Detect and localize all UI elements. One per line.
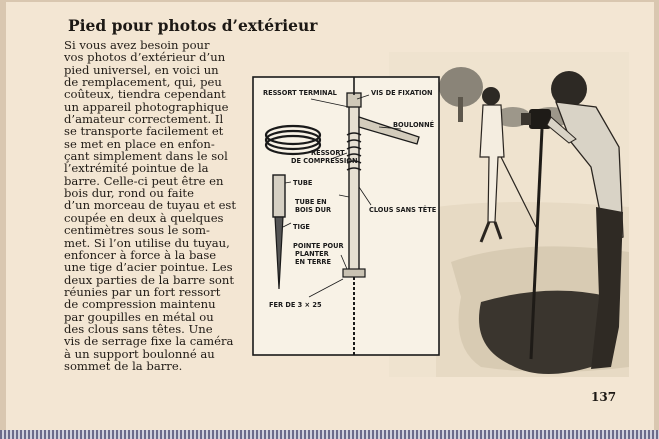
body-line: l’extrémité pointue de la: [64, 161, 209, 176]
body-line: de compression maintenu: [64, 297, 216, 312]
label-tige: TIGE: [293, 223, 310, 231]
label-boulonne: BOULONNÉ: [393, 121, 435, 129]
body-line: se transporte facilement et: [64, 124, 224, 139]
label-vis-de-fixation: VIS DE FIXATION: [371, 89, 433, 97]
body-line: par goupilles en métal ou: [64, 309, 214, 324]
label-en-terre: EN TERRE: [295, 258, 331, 266]
article-title: Pied pour photos d’extérieur: [68, 16, 318, 35]
body-line: d’amateur correctement. Il: [64, 112, 224, 127]
body-line: des clous sans têtes. Une: [64, 321, 213, 336]
label-bois-dur: BOIS DUR: [295, 206, 332, 214]
label-pointe-pour: POINTE POUR: [293, 242, 344, 250]
article-body: [64, 39, 262, 372]
body-line: met. Si l’on utilise du tuyau,: [64, 235, 230, 250]
body-line: de remplacement, qui, peu: [64, 75, 222, 90]
book-page: [6, 2, 654, 430]
label-planter: PLANTER: [295, 250, 329, 258]
body-line: centimètres sous le som-: [64, 223, 210, 238]
body-line: barre. Celle-ci peut être en: [64, 173, 224, 188]
body-line: un appareil photographique: [64, 99, 229, 114]
label-tube: TUBE: [293, 179, 313, 187]
body-line: réunies par un fort ressort: [64, 284, 221, 299]
label-tube-en: TUBE EN: [295, 198, 327, 206]
body-line: coûteux, tiendra cependant: [64, 87, 226, 102]
label-clous-sans-tete: CLOUS SANS TÊTE: [369, 206, 437, 214]
body-line: deux parties de la barre sont: [64, 272, 235, 287]
body-line: à un support boulonné au: [64, 346, 215, 361]
body-line: çant simplement dans le sol: [64, 149, 228, 164]
body-line: pied universel, en voici un: [64, 62, 219, 77]
body-line: bois dur, rond ou faite: [64, 186, 194, 201]
body-line: coupée en deux à quelques: [64, 210, 224, 225]
body-line: sommet de la barre.: [64, 358, 183, 373]
label-ressort: RESSORT: [311, 149, 345, 157]
body-line: Si vous avez besoin pour: [64, 38, 210, 52]
tripod-illustration: [251, 47, 641, 382]
label-de-compression: DE COMPRESSION: [291, 157, 358, 165]
label-ressort-terminal: RESSORT TERMINAL: [263, 89, 337, 97]
body-line: une tige d’acier pointue. Les: [64, 260, 233, 275]
label-fer: FER DE 3 × 25: [269, 301, 322, 309]
body-line: d’un morceau de tuyau et est: [64, 198, 237, 213]
body-line: vos photos d’extérieur d’un: [64, 50, 226, 65]
bottom-scan-border: [0, 430, 659, 439]
body-line: enfoncer à force à la base: [64, 247, 217, 262]
body-line: se met en place en enfon-: [64, 136, 215, 151]
page-number: 137: [591, 390, 617, 404]
body-line: vis de serrage fixe la caméra: [64, 334, 234, 349]
